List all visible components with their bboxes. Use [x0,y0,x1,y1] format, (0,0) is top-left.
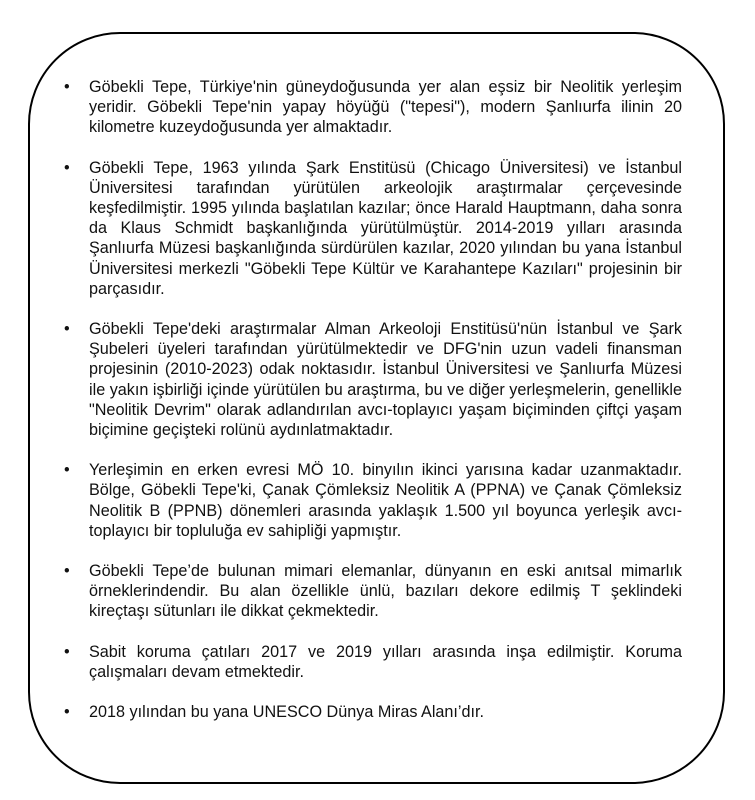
list-item [62,642,682,682]
bullet-symbol: • [64,158,70,177]
list-item-text: Sabit koruma çatıları 2017 ve 2019 yılları arasında inşa edilmiştir. Koruma çalışmaları devam etmektedir. [89,642,682,681]
bullet-symbol: • [64,461,70,480]
list-item-text: Göbekli Tepe, Türkiye'nin güneydoğusunda yer alan eşsiz bir Neolitik yerleşim yeridir. Göbekli Tepe'nin yapay höyüğü ("tepesi"), modern Şanlıurfa ilinin 20 kilometre kuzeydoğusunda yer almaktadır. [89,78,682,137]
list-item-text: Göbekli Tepe'deki araştırmalar Alman Arkeoloji Enstitüsü'nün İstanbul ve Şark Şubeleri üyeleri tarafından yürütülmektedir ve DFG'nin uzun vadeli finansman projesinin (2010-2023) odak noktasıdır. İstanbul Üniversitesi ve Şanlıurfa Müzesi ile yakın işbirliği içinde yürütülen bu araştırma, bu ve diğer yerleşmelerin, genellikle "Neolitik Devrim" olarak adlandırılan avcı-toplayıcı yaşam biçiminden çiftçi yaşam biçimine geçişteki rolünü aydınlatmaktadır. [89,320,682,440]
list-item-text: Yerleşimin en erken evresi MÖ 10. binyılın ikinci yarısına kadar uzanmaktadır. Bölge, Göbekli Tepe'ki, Çanak Çömleksiz Neolitik A (PPNA) ve Çanak Çömleksiz Neolitik B (PPNB) dönemleri arasında yaklaşık 1.500 yıl boyunca yerleşik avcı-toplayıcı bir topluluğa ev sahipliği yapmıştır. [89,461,682,540]
list-item [62,702,682,722]
list-item [62,460,682,541]
list-item [62,561,682,622]
bullet-symbol: • [64,78,70,96]
bullet-symbol: • [64,703,70,722]
list-item-text: Göbekli Tepe, 1963 yılında Şark Enstitüsü (Chicago Üniversitesi) ve İstanbul Üniversitesi tarafından yürütülen arkeolojik araştırmalar çerçevesinde keşfedilmiştir. 1995 yılında başlatılan kazılar; önce Harald Hauptmann, daha sonra da Klaus Schmidt başkanlığında yürütülmüştür. 2014-2019 yılları arasında Şanlıurfa Müzesi başkanlığında sürdürülen kazılar, 2020 yılından bu yana İstanbul Üniversitesi merkezli "Göbekli Tepe Kültür ve Karahantepe Kazıları" projesinin bir parçasıdır. [89,158,682,298]
list-item-text: 2018 yılından bu yana UNESCO Dünya Miras Alanı’dır. [89,703,485,722]
list-item-text: Göbekli Tepe’de bulunan mimari elemanlar, dünyanın en eski anıtsal mimarlık örneklerindendir. Bu alan özellikle ünlü, bazıları dekore edilmiş T şeklindeki kireçtaşı sütunları ile dikkat çekmektedir. [89,562,682,621]
list-item [62,319,682,440]
bullet-list [62,77,682,722]
list-item [62,77,682,138]
bullet-symbol: • [64,320,70,339]
bullet-symbol: • [64,562,70,581]
bullet-symbol: • [64,642,70,661]
list-item [62,158,682,299]
